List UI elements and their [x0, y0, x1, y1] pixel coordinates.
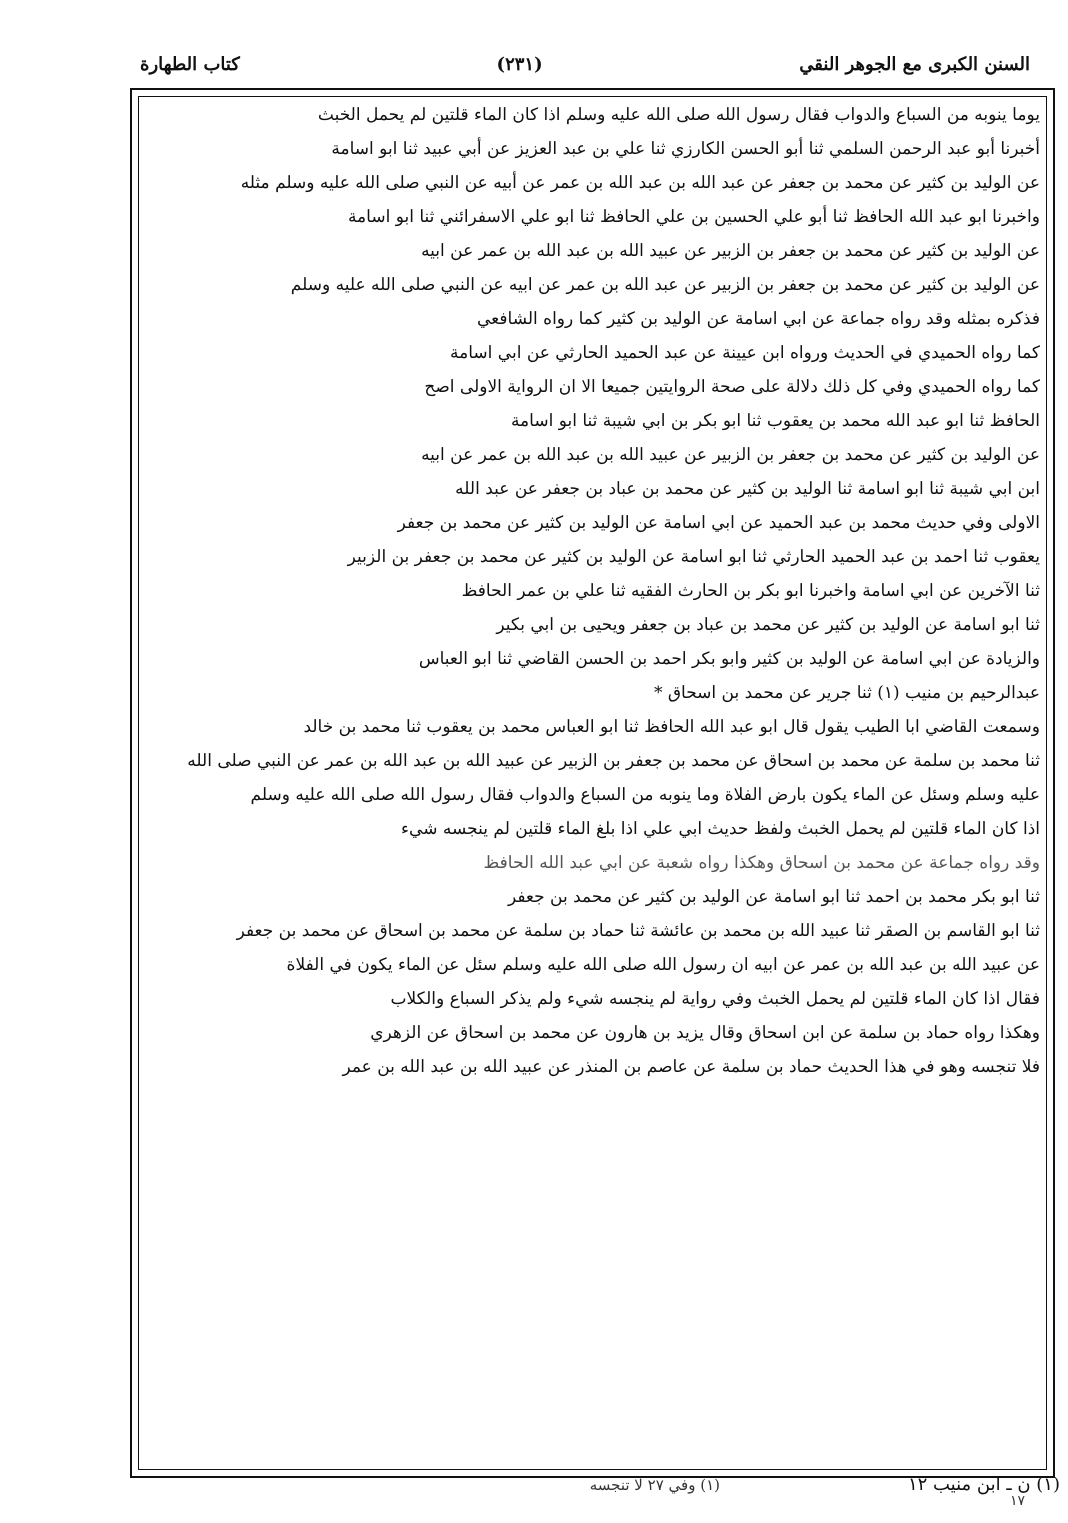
- text-line: فلا تنجسه وهو في هذا الحديث حماد بن سلمة عن عاصم بن المنذر عن عبيد الله بن عبد الله بن عمر: [342, 1057, 1040, 1077]
- page-number: ١٧: [1010, 1493, 1026, 1509]
- text-line: أخبرنا أبو عبد الرحمن السلمي ثنا أبو الحسن الكارزي ثنا علي بن عبد العزيز عن أبي عبيد ثنا ابو اسامة: [331, 139, 1040, 159]
- header-chapter-title: كتاب الطهارة: [140, 53, 240, 75]
- text-line: عن الوليد بن كثير عن محمد بن جعفر بن الزبير عن عبد الله بن عمر عن ابيه عن النبي صلى الله عليه وسلم: [290, 275, 1040, 295]
- text-line: اذا كان الماء قلتين لم يحمل الخبث ولفظ حديث ابي علي اذا بلغ الماء قلتين لم ينجسه شيء: [401, 819, 1040, 839]
- text-line: ثنا ابو القاسم بن الصقر ثنا عبيد الله بن محمد بن عائشة ثنا حماد بن سلمة عن محمد بن اسحاق عن محمد بن جعفر: [236, 921, 1040, 941]
- text-line: كما رواه الحميدي في الحديث ورواه ابن عيينة عن عبد الحميد الحارثي عن ابي اسامة: [450, 343, 1040, 363]
- footnote-right: (١) ن ـ ابن منيب ١٢: [907, 1474, 1060, 1495]
- text-line: ثنا ابو اسامة عن الوليد بن كثير عن محمد بن عباد بن جعفر ويحيى بن ابي بكير: [496, 615, 1040, 635]
- header-book-title: السنن الكبرى مع الجوهر النقي: [799, 53, 1030, 75]
- manuscript-text: [142, 98, 1040, 1084]
- text-line: فذكره بمثله وقد رواه جماعة عن ابي اسامة عن الوليد بن كثير كما رواه الشافعي: [477, 309, 1040, 329]
- text-line: عن الوليد بن كثير عن محمد بن جعفر عن عبد الله بن عبد الله بن عمر عن أبيه عن النبي صلى الله عليه وسلم مثله: [240, 173, 1040, 193]
- text-line: عبدالرحيم بن منيب (١) ثنا جرير عن محمد بن اسحاق *: [653, 683, 1040, 703]
- text-line: ثنا ابو بكر محمد بن احمد ثنا ابو اسامة عن الوليد بن كثير عن محمد بن جعفر: [507, 887, 1040, 907]
- header-page-number: (٢٣١): [496, 53, 543, 75]
- text-line: والزيادة عن ابي اسامة عن الوليد بن كثير وابو بكر احمد بن الحسن القاضي ثنا ابو العباس: [418, 649, 1040, 669]
- text-line: عن عبيد الله بن عبد الله بن عمر عن ابيه ان رسول الله صلى الله عليه وسلم سئل عن الماء يكون في الفلاة: [286, 955, 1040, 975]
- text-line: يعقوب ثنا احمد بن عبد الحميد الحارثي ثنا ابو اسامة عن الوليد بن كثير عن محمد بن جعفر بن الزبير: [347, 547, 1040, 567]
- text-line: الحافظ ثنا ابو عبد الله محمد بن يعقوب ثنا ابو بكر بن ابي شيبة ثنا ابو اسامة: [510, 411, 1040, 431]
- text-line: الاولى وفي حديث محمد بن عبد الحميد عن ابي اسامة عن الوليد بن كثير عن محمد بن جعفر: [397, 513, 1040, 533]
- text-line: وقد رواه جماعة عن محمد بن اسحاق وهكذا رواه شعبة عن ابي عبد الله الحافظ: [483, 853, 1040, 873]
- text-line: واخبرنا ابو عبد الله الحافظ ثنا أبو علي الحسين بن علي الحافظ ثنا ابو علي الاسفرائني ثنا ابو اسامة: [347, 207, 1040, 227]
- text-line: وهكذا رواه حماد بن سلمة عن ابن اسحاق وقال يزيد بن هارون عن محمد بن اسحاق عن الزهري: [370, 1023, 1040, 1043]
- text-line: يوما ينوبه من السباع والدواب فقال رسول الله صلى الله عليه وسلم اذا كان الماء قلتين لم يحمل الخبث: [317, 105, 1040, 125]
- page-header: [140, 40, 1030, 88]
- text-line: ثنا الآخرين عن ابي اسامة واخبرنا ابو بكر بن الحارث الفقيه ثنا علي بن عمر الحافظ: [461, 581, 1040, 601]
- text-line: ثنا محمد بن سلمة عن محمد بن اسحاق عن محمد بن جعفر بن الزبير عن عبيد الله بن عبد الله بن عمر عن النبي صلى الله: [187, 751, 1040, 771]
- text-line: فقال اذا كان الماء قلتين لم يحمل الخبث وفي رواية لم ينجسه شيء ولم يذكر السباع والكلاب: [390, 989, 1040, 1009]
- text-line: عن الوليد بن كثير عن محمد بن جعفر بن الزبير عن عبيد الله بن عبد الله بن عمر عن ابيه: [421, 241, 1040, 261]
- text-line: كما رواه الحميدي وفي كل ذلك دلالة على صحة الروايتين جميعا الا ان الرواية الاولى اصح: [424, 377, 1040, 397]
- text-line: عليه وسلم وسئل عن الماء يكون بارض الفلاة وما ينوبه من السباع والدواب فقال رسول الله صلى الله عليه وسلم: [250, 785, 1040, 805]
- footnote-left: (١) وفي ٢٧ لا تنجسه: [589, 1476, 720, 1494]
- text-line: عن الوليد بن كثير عن محمد بن جعفر بن الزبير عن عبيد الله بن عبد الله بن عمر عن ابيه: [421, 445, 1040, 465]
- text-line: وسمعت القاضي ابا الطيب يقول قال ابو عبد الله الحافظ ثنا ابو العباس محمد بن يعقوب ثنا محمد بن خالد: [303, 717, 1040, 737]
- text-line: ابن ابي شيبة ثنا ابو اسامة ثنا الوليد بن كثير عن محمد بن عباد بن جعفر عن عبد الله: [455, 479, 1040, 499]
